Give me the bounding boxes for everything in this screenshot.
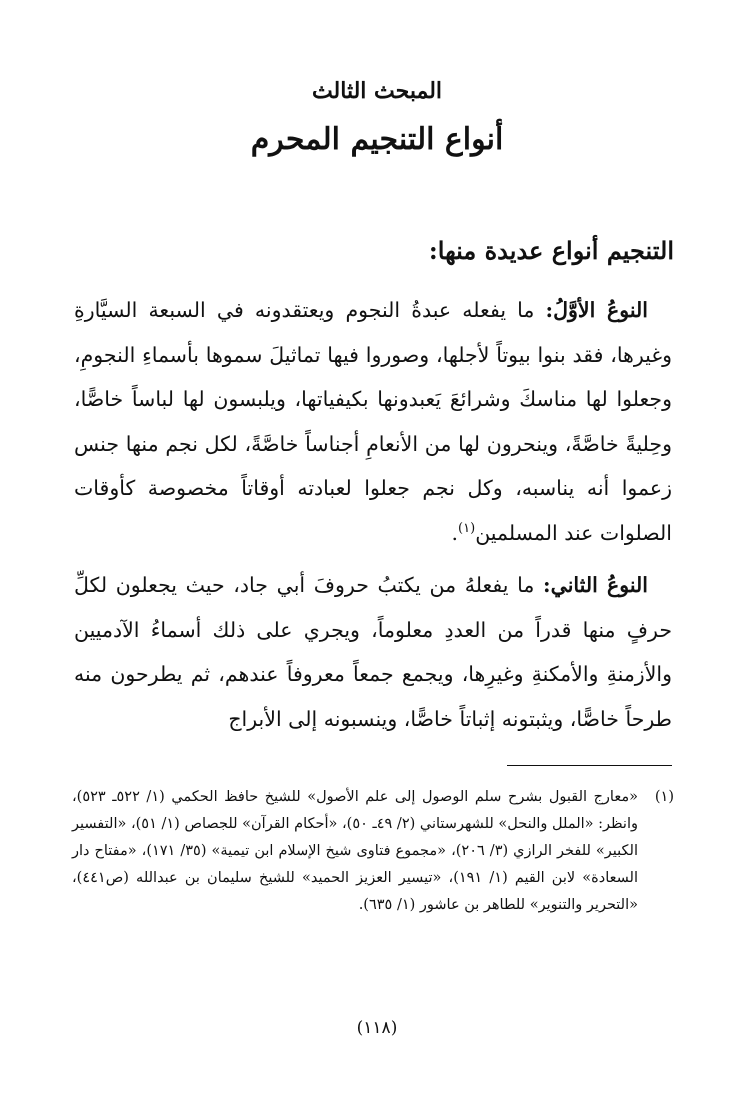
section-label: المبحث الثالث <box>311 78 443 104</box>
paragraph-text: ما يفعلهُ من يكتبُ حروفَ أبي جاد، حيث يجعلون لكلِّ حرفٍ منها قدراً من العددِ معلوماً، ويجري على ذلك أسماءُ الآدميين والأزمنةِ والأمكنةِ وغيرِها، ويجمع جمعاً معروفاً عندهم، ثم يطرحون منه طرحاً خاصًّا، ويثبتونه إثباتاً خاصًّا، وينسبونه إلى الأبراج <box>74 573 672 731</box>
subheading: التنجيم أنواع عديدة منها: <box>428 236 674 265</box>
paragraph-first-type <box>74 288 672 555</box>
footnote-number: (١) <box>654 789 674 805</box>
footnote-item <box>72 784 674 919</box>
footnote-text: «معارج القبول بشرح سلم الوصول إلى علم الأصول» للشيخ حافظ الحكمي (١/ ٥٢٢ـ ٥٢٣)، وانظر: «الملل والنحل» للشهرستاني (٢/ ٤٩ـ ٥٠)، «أحكام القرآن» للجصاص (١/ ٥١)، «التفسير الكبير» للفخر الرازي (٣/ ٢٠٦)، «مجموع فتاوى شيخ الإسلام ابن تيمية» (٣٥/ ١٧١)، «مفتاح دار السعادة» لابن القيم (١/ ١٩١)، «تيسير العزيز الحميد» للشيخ سليمان بن عبدالله (ص٤٤١)، «التحرير والتنوير» للطاهر بن عاشور (١/ ٦٣٥). <box>72 789 638 913</box>
chapter-title: أنواع التنجيم المحرم <box>250 122 504 157</box>
footnotes <box>72 784 674 919</box>
paragraph-second-type <box>74 563 672 741</box>
paragraph-lead: النوعُ الأوَّلُ: <box>545 298 648 322</box>
paragraph-tail: . <box>451 520 459 545</box>
footnote-divider <box>507 765 672 766</box>
footnote-ref[interactable]: (١) <box>458 520 476 536</box>
body-text <box>74 288 672 741</box>
page-number: (١١٨) <box>356 1018 398 1038</box>
paragraph-lead: النوعُ الثاني: <box>543 573 649 597</box>
paragraph-text: ما يفعله عبدةُ النجوم ويعتقدونه في السبعة السيَّارةِ وغيرها، فقد بنوا بيوتاً لأجلها، وصوروا فيها تماثيلَ سموها بأسماءِ النجومِ، وجعلوا لها مناسكَ وشرائعَ يَعبدونها بكيفياتها، ويلبسون لها لباساً خاصًّا، وحِليةً خاصَّةً، وينحرون لها من الأنعامِ أجناساً خاصَّةً، لكل نجم منها جنس زعموا أنه يناسبه، وكل نجم جعلوا لعبادته أوقاتاً مخصوصة كأوقات الصلوات عند المسلمين <box>74 298 672 545</box>
